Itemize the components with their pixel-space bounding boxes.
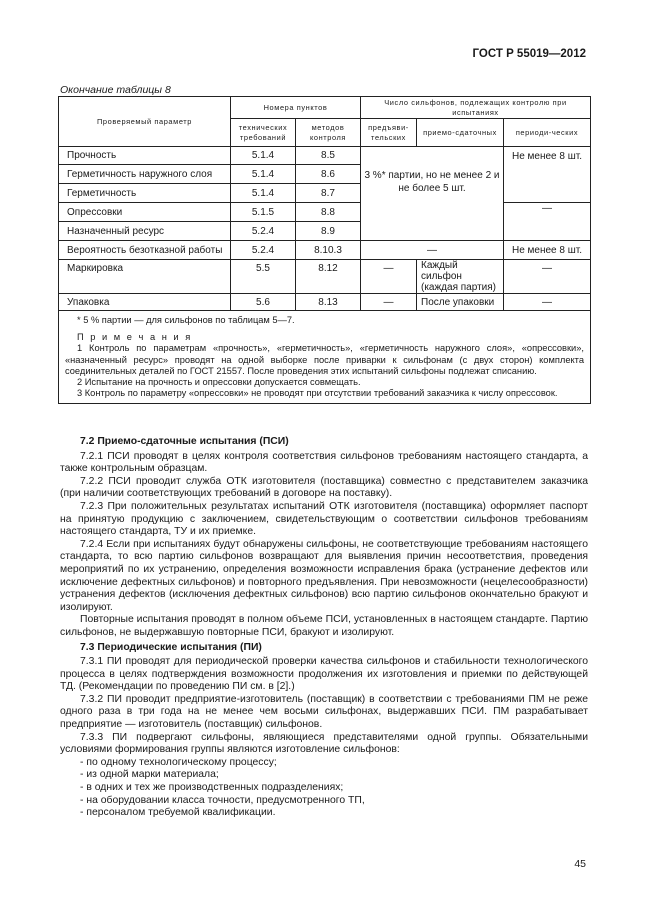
list-item: - из одной марки материала; xyxy=(80,769,219,781)
table-row: Маркировка 5.5 8.12 — Каждый сильфон (каждая партия) — xyxy=(59,260,591,294)
periodic-dash: — xyxy=(504,203,591,241)
header-tech-req: технических требований xyxy=(231,119,296,147)
note-3: 3 Контроль по параметру «опрессовки» не проводят при отсутствии требований заказчика к числу опрессовок. xyxy=(77,388,558,399)
paragraph-7-2-1: 7.2.1 ПСИ проводят в целях контроля соответствия сильфонов требованиям настоящего стандарта, а также контрольным образцам. xyxy=(60,450,588,475)
header-periodic: периоди-ческих xyxy=(504,119,591,147)
paragraph-7-2-4: 7.2.4 Если при испытаниях будут обнаружены сильфоны, не соответствующие требованиям настоящего стандарта, то всю партию сильфонов возвращают для выявления причин несоответствия, проведения мероприятий по их устранению, определения возможности исправления брака (устранение дефектов или исключение дефектных сильфонов) и повторного предъявления. При невозможности (нецелесообразности) устранения дефектов (исключения дефектных сильфонов) всю партию сильфонов окончательно бракуют и изолируют. xyxy=(60,538,588,613)
paragraph-7-3-1: 7.3.1 ПИ проводят для периодической проверки качества сильфонов и стабильности технологического процесса в целях подтверждения возможности продолжения их изготовления и приемки по действующей ТД. (Рекомендации по проведению ПИ см. в [2].) xyxy=(60,656,588,693)
paragraph-7-3-3: 7.3.3 ПИ подвергают сильфоны, являющиеся представителями одной группы. Обязательными условиями формирования группы являются изготовление сильфонов: xyxy=(60,731,588,756)
section-7-2-title: 7.2 Приемо-сдаточные испытания (ПСИ) xyxy=(80,436,289,447)
header-acceptance: приемо-сдаточных xyxy=(417,119,504,147)
list-item: - по одному технологическому процессу; xyxy=(80,756,277,768)
header-points: Номера пунктов xyxy=(231,97,361,119)
main-text xyxy=(60,434,588,820)
header-param: Проверяемый параметр xyxy=(59,97,231,147)
table-row: Герметичность наружного слоя 5.1.4 8.6 xyxy=(59,165,591,184)
table-row: Назначенный ресурс 5.2.4 8.9 xyxy=(59,222,591,241)
list-item: - в одних и тех же производственных подразделениях; xyxy=(80,782,344,794)
paragraph-7-2-2: 7.2.2 ПСИ проводит служба ОТК изготовителя (поставщика) совместно с представителем заказчика (при наличии соответствующих требований в договоре на поставку). xyxy=(60,475,588,500)
header-count: Число сильфонов, подлежащих контролю при испытаниях xyxy=(361,97,591,119)
notes-title: П р и м е ч а н и я xyxy=(77,332,193,343)
section-7-3-title: 7.3 Периодические испытания (ПИ) xyxy=(80,641,262,653)
paragraph-7-2-3: 7.2.3 При положительных результатах испытаний ОТК изготовителя (поставщика) оформляет паспорт на принятую продукцию с заключением, свидетельствующим о соответствии сильфонов требованиям настоящего стандарта, ТУ и их приемке. xyxy=(60,500,588,538)
test-table xyxy=(58,96,591,404)
table-row: Герметичность 5.1.4 8.7 xyxy=(59,184,591,203)
header-methods: методов контроля xyxy=(296,119,361,147)
note-2: 2 Испытание на прочность и опрессовки допускается совмещать. xyxy=(77,377,361,388)
row6-periodic: Не менее 8 шт. xyxy=(504,241,591,260)
header-preliminary: предъяви-тельских xyxy=(361,119,417,147)
table-row: Прочность 5.1.4 8.5 3 %* партии, но не менее 2 и не более 5 шт. Не менее 8 шт. xyxy=(59,147,591,165)
merged-count-cell: 3 %* партии, но не менее 2 и не более 5 шт. xyxy=(361,147,504,241)
row6-dash: — xyxy=(361,241,504,260)
paragraph-repeat: Повторные испытания проводят в полном объеме ПСИ, установленных в настоящем стандарте. Партию сильфонов, не выдержавшую повторные ПСИ, бракуют и изолируют. xyxy=(60,614,588,638)
table-row: Вероятность безотказной работы 5.2.4 8.10.3 — Не менее 8 шт. xyxy=(59,241,591,260)
paragraph-7-3-2: 7.3.2 ПИ проводит предприятие-изготовитель (поставщик) в соответствии с требованиями ПМ не реже одного раза в три года на не менее чем восьми сильфонах, выдержавших ПСИ. ПМ разрабатывает предприятие — изготовитель (поставщик) сильфонов. xyxy=(60,693,588,731)
table-row: Опрессовки 5.1.5 8.8 — xyxy=(59,203,591,222)
table-row: Упаковка 5.6 8.13 — После упаковки — xyxy=(59,294,591,311)
list-item: - персоналом требуемой квалификации. xyxy=(80,807,276,819)
table-caption: Окончание таблицы 8 xyxy=(60,84,171,96)
note-1: 1 Контроль по параметрам «прочность», «герметичность», «герметичность наружного слоя», «опрессовки», «назначенный ресурс» проводят на одной выборке после приварки к сильфонам (с двух сторон) комплекта соединительных деталей по ГОСТ 21557. После проведения этих испытаний сильфоны подлежат списанию. xyxy=(65,343,584,376)
table-notes xyxy=(59,311,591,404)
document-code: ГОСТ Р 55019—2012 xyxy=(472,48,586,60)
footnote: * 5 % партии — для сильфонов по таблицам 5—7. xyxy=(77,315,295,325)
list-item: - на оборудовании класса точности, предусмотренного ТП, xyxy=(80,794,365,806)
page-number: 45 xyxy=(574,858,586,870)
periodic-min-cell: Не менее 8 шт. xyxy=(504,147,591,203)
